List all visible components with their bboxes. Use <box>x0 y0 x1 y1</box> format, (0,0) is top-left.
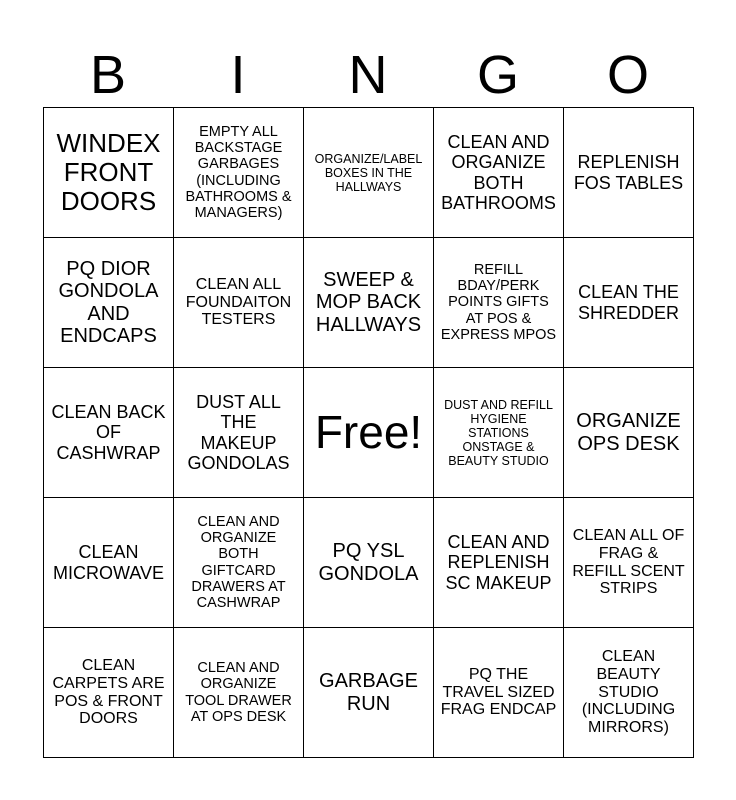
bingo-cell[interactable]: CLEAN ALL FOUNDAITON TESTERS <box>174 238 304 368</box>
bingo-cell[interactable]: CLEAN AND ORGANIZE BOTH GIFTCARD DRAWERS AT CASHWRAP <box>174 498 304 628</box>
bingo-cell[interactable]: GARBAGE RUN <box>304 628 434 758</box>
board-row <box>44 498 694 628</box>
bingo-cell[interactable]: PQ YSL GONDOLA <box>304 498 434 628</box>
bingo-cell[interactable]: PQ THE TRAVEL SIZED FRAG ENDCAP <box>434 628 564 758</box>
header-letter-b: B <box>89 45 127 105</box>
board-row <box>44 238 694 368</box>
header-letter-g: G <box>476 45 519 105</box>
bingo-board <box>43 107 694 758</box>
header-letter-o: O <box>606 45 649 105</box>
bingo-cell[interactable]: CLEAN AND ORGANIZE TOOL DRAWER AT OPS DESK <box>174 628 304 758</box>
bingo-cell[interactable]: DUST AND REFILL HYGIENE STATIONS ONSTAGE & BEAUTY STUDIO <box>434 368 564 498</box>
bingo-cell[interactable]: CLEAN CARPETS ARE POS & FRONT DOORS <box>44 628 174 758</box>
header-letter-n: N <box>348 45 388 105</box>
board-row <box>44 108 694 238</box>
bingo-cell[interactable]: CLEAN AND REPLENISH SC MAKEUP <box>434 498 564 628</box>
bingo-cell[interactable]: CLEAN BEAUTY STUDIO (INCLUDING MIRRORS) <box>564 628 694 758</box>
bingo-cell[interactable]: ORGANIZE/LABEL BOXES IN THE HALLWAYS <box>304 108 434 238</box>
header-letter-i: I <box>230 45 246 105</box>
bingo-cell[interactable]: CLEAN AND ORGANIZE BOTH BATHROOMS <box>434 108 564 238</box>
bingo-cell[interactable]: REFILL BDAY/PERK POINTS GIFTS AT POS & EXPRESS MPOS <box>434 238 564 368</box>
bingo-cell[interactable]: DUST ALL THE MAKEUP GONDOLAS <box>174 368 304 498</box>
board-row <box>44 628 694 758</box>
bingo-header <box>43 44 693 106</box>
free-space-cell[interactable]: Free! <box>304 368 434 498</box>
bingo-cell[interactable]: CLEAN ALL OF FRAG & REFILL SCENT STRIPS <box>564 498 694 628</box>
bingo-cell[interactable]: EMPTY ALL BACKSTAGE GARBAGES (INCLUDING BATHROOMS & MANAGERS) <box>174 108 304 238</box>
bingo-cell[interactable]: WINDEX FRONT DOORS <box>44 108 174 238</box>
bingo-cell[interactable]: SWEEP & MOP BACK HALLWAYS <box>304 238 434 368</box>
bingo-cell[interactable]: PQ DIOR GONDOLA AND ENDCAPS <box>44 238 174 368</box>
bingo-cell[interactable]: CLEAN MICROWAVE <box>44 498 174 628</box>
board-row <box>44 368 694 498</box>
bingo-cell[interactable]: CLEAN THE SHREDDER <box>564 238 694 368</box>
bingo-cell[interactable]: CLEAN BACK OF CASHWRAP <box>44 368 174 498</box>
bingo-cell[interactable]: REPLENISH FOS TABLES <box>564 108 694 238</box>
bingo-cell[interactable]: ORGANIZE OPS DESK <box>564 368 694 498</box>
